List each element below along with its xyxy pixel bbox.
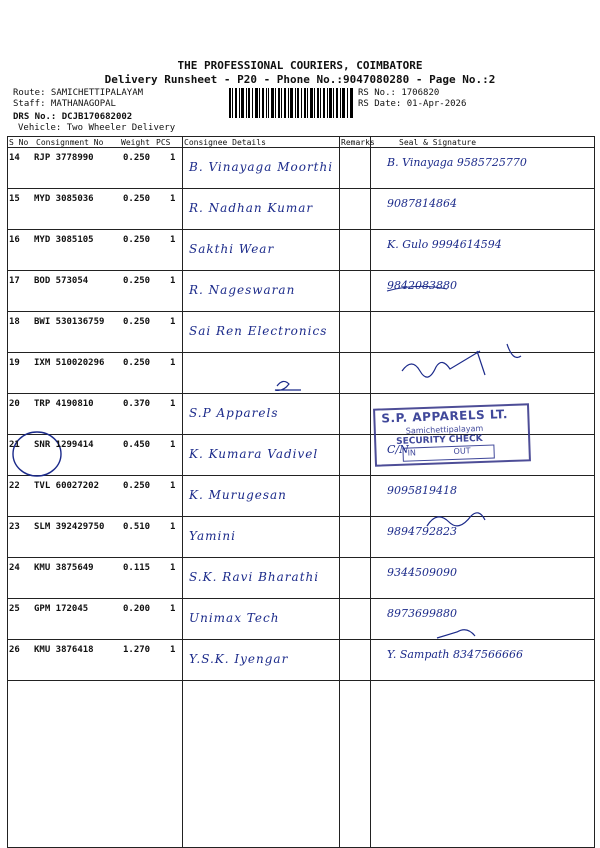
serial-number: 18 bbox=[9, 317, 20, 327]
serial-number: 26 bbox=[9, 645, 20, 655]
serial-number: 24 bbox=[9, 563, 20, 573]
consignee-details: Unimax Tech bbox=[189, 611, 280, 625]
pcs-value: 1 bbox=[170, 317, 176, 327]
ink-circle bbox=[13, 432, 61, 476]
weight-value: 0.250 bbox=[123, 317, 151, 327]
consignment-number: TVL 60027202 bbox=[34, 481, 100, 491]
stamp-line: Samichettipalayam bbox=[405, 423, 484, 436]
pcs-value: 1 bbox=[170, 481, 176, 491]
company-stamp bbox=[373, 403, 531, 466]
consignment-number: MYD 3085036 bbox=[34, 194, 94, 204]
staff-field: Staff: MATHANAGOPAL bbox=[13, 99, 116, 109]
weight-value: 0.200 bbox=[123, 604, 151, 614]
weight-value: 0.250 bbox=[123, 358, 151, 368]
weight-value: 0.450 bbox=[123, 440, 151, 450]
seal-signature: C/N bbox=[387, 443, 409, 456]
consignment-number: SLM 392429750 bbox=[34, 522, 105, 532]
serial-number: 22 bbox=[9, 481, 20, 491]
seal-signature: Y. Sampath 8347566666 bbox=[387, 648, 523, 661]
stamp-in-out bbox=[402, 445, 494, 462]
column-header: Weight bbox=[121, 138, 150, 147]
column-header: Consignment No bbox=[36, 138, 104, 147]
serial-number: 15 bbox=[9, 194, 20, 204]
pcs-value: 1 bbox=[170, 276, 176, 286]
rs-number: RS No.: 1706820 bbox=[358, 88, 440, 98]
consignee-details: B. Vinayaga Moorthi bbox=[189, 160, 334, 174]
consignment-number: RJP 3778990 bbox=[34, 153, 94, 163]
weight-value: 0.250 bbox=[123, 194, 151, 204]
column-header: PCS bbox=[156, 138, 171, 147]
serial-number: 17 bbox=[9, 276, 20, 286]
pcs-value: 1 bbox=[170, 522, 176, 532]
weight-value: 0.250 bbox=[123, 276, 151, 286]
signature-scrawl bbox=[402, 344, 521, 377]
consignee-details: Sakthi Wear bbox=[189, 242, 275, 256]
pcs-value: 1 bbox=[170, 399, 176, 409]
consignee-details: S.P Apparels bbox=[189, 406, 279, 420]
stamp-in-label: IN bbox=[407, 448, 417, 458]
table-grid bbox=[7, 136, 595, 848]
pcs-value: 1 bbox=[170, 604, 176, 614]
consignment-number: MYD 3085105 bbox=[34, 235, 94, 245]
rs-date: RS Date: 01-Apr-2026 bbox=[358, 99, 467, 109]
signature-scrawl bbox=[437, 630, 475, 638]
serial-number: 16 bbox=[9, 235, 20, 245]
column-header: Seal & Signature bbox=[399, 138, 477, 147]
serial-number: 25 bbox=[9, 604, 20, 614]
vehicle-field: Vehicle: Two Wheeler Delivery bbox=[18, 123, 176, 133]
serial-number: 23 bbox=[9, 522, 20, 532]
serial-number: 19 bbox=[9, 358, 20, 368]
weight-value: 0.250 bbox=[123, 235, 151, 245]
stamp-line: SECURITY CHECK bbox=[396, 433, 483, 447]
consignment-number: IXM 510020296 bbox=[34, 358, 105, 368]
pcs-value: 1 bbox=[170, 235, 176, 245]
stamp-out-label: OUT bbox=[453, 446, 471, 456]
seal-signature: 9095819418 bbox=[387, 484, 457, 497]
stamp-line: S.P. APPARELS LT. bbox=[381, 407, 509, 426]
signature-scrawl bbox=[275, 381, 301, 390]
weight-value: 0.370 bbox=[123, 399, 151, 409]
column-header: Remarks bbox=[341, 138, 375, 147]
document-title: THE PROFESSIONAL COURIERS, COIMBATORE bbox=[177, 59, 423, 72]
consignment-number: BWI 530136759 bbox=[34, 317, 105, 327]
seal-signature: 9842083880 bbox=[387, 279, 457, 292]
seal-signature: K. Gulo 9994614594 bbox=[387, 238, 502, 251]
column-header: S No bbox=[9, 138, 29, 147]
consignment-number: BOD 573054 bbox=[34, 276, 89, 286]
consignment-number: TRP 4190810 bbox=[34, 399, 94, 409]
pcs-value: 1 bbox=[170, 645, 176, 655]
serial-number: 21 bbox=[9, 440, 20, 450]
serial-number: 14 bbox=[9, 153, 20, 163]
pcs-value: 1 bbox=[170, 358, 176, 368]
serial-number: 20 bbox=[9, 399, 20, 409]
consignee-details: Sai Ren Electronics bbox=[189, 324, 328, 338]
consignment-number: KMU 3876418 bbox=[34, 645, 94, 655]
pcs-value: 1 bbox=[170, 563, 176, 573]
consignee-details: K. Murugesan bbox=[189, 488, 287, 502]
runsheet-table bbox=[7, 136, 595, 848]
consignee-details: R. Nadhan Kumar bbox=[189, 201, 314, 215]
consignment-number: KMU 3875649 bbox=[34, 563, 94, 573]
seal-signature: 9344509090 bbox=[387, 566, 457, 579]
barcode-icon bbox=[229, 88, 353, 118]
route-field: Route: SAMICHETTIPALAYAM bbox=[13, 88, 144, 98]
consignee-details: K. Kumara Vadivel bbox=[189, 447, 319, 461]
weight-value: 0.510 bbox=[123, 522, 151, 532]
drs-number: DRS No.: DCJB170682002 bbox=[13, 112, 133, 122]
weight-value: 0.250 bbox=[123, 153, 151, 163]
consignment-number: SNR 1299414 bbox=[34, 440, 94, 450]
seal-signature: B. Vinayaga 9585725770 bbox=[387, 156, 527, 169]
pcs-value: 1 bbox=[170, 153, 176, 163]
seal-signature: 9894792823 bbox=[387, 525, 457, 538]
column-header: Consignee Details bbox=[184, 138, 266, 147]
consignee-details: S.K. Ravi Bharathi bbox=[189, 570, 320, 584]
consignee-details: R. Nageswaran bbox=[189, 283, 296, 297]
pcs-value: 1 bbox=[170, 440, 176, 450]
weight-value: 0.250 bbox=[123, 481, 151, 491]
weight-value: 1.270 bbox=[123, 645, 151, 655]
pcs-value: 1 bbox=[170, 194, 176, 204]
consignment-number: GPM 172045 bbox=[34, 604, 89, 614]
document-subtitle: Delivery Runsheet - P20 - Phone No.:9047080280 - Page No.:2 bbox=[104, 73, 496, 86]
seal-signature: 8973699880 bbox=[387, 607, 457, 620]
weight-value: 0.115 bbox=[123, 563, 151, 573]
consignee-details: Y.S.K. Iyengar bbox=[189, 652, 289, 666]
consignee-details: Yamini bbox=[189, 529, 236, 543]
seal-signature: 9087814864 bbox=[387, 197, 457, 210]
